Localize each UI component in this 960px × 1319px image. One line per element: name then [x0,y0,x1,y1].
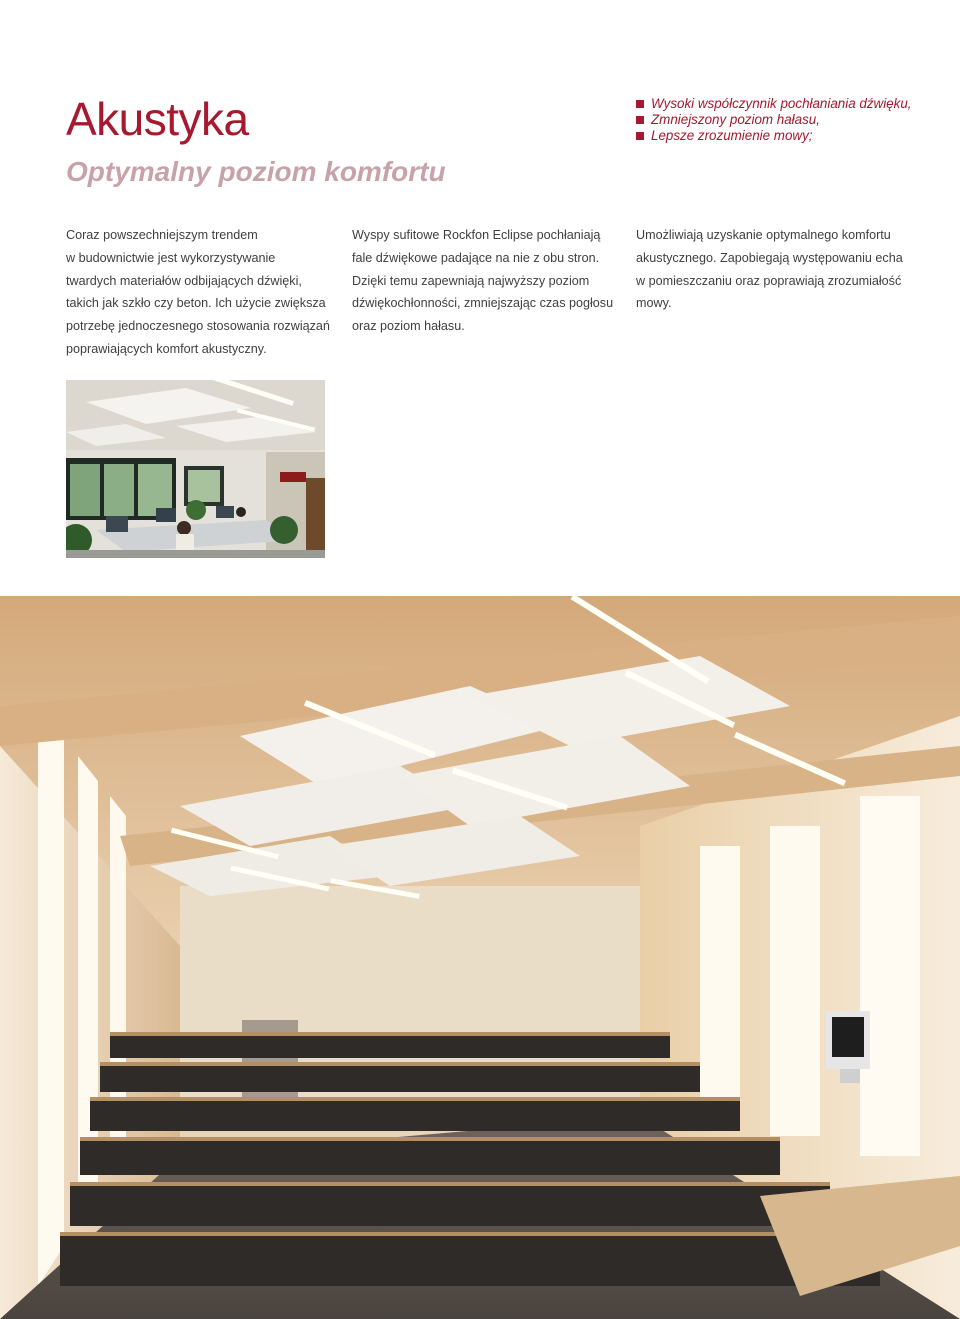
text-column-3 [636,224,904,315]
square-bullet-icon [636,100,644,108]
feature-item [636,128,912,144]
feature-text: Zmniejszony poziom hałasu, [651,112,820,127]
paragraph-line: Wyspy sufitowe Rockfon Eclipse pochłaniają [352,228,601,242]
paragraph-line: w pomieszczaniu oraz poprawiają zrozumiałość [636,273,902,288]
paragraph-line: w budownictwie jest wykorzystywanie [66,250,276,265]
feature-item [636,96,912,112]
paragraph-line: oraz poziom hałasu. [352,319,465,334]
square-bullet-icon [636,116,644,124]
paragraph-line: akustycznego. Zapobiegają występowaniu echa [636,250,903,265]
paragraph-line: Dzięki temu zapewniają najwyższy poziom [352,273,590,288]
paragraph-line: potrzebę jednoczesnego stosowania rozwiązań [66,319,330,334]
paragraph-line: Coraz powszechniejszym trendem [66,228,258,242]
paragraph-line: fale dźwiękowe padające na nie z obu stron. [352,250,600,265]
square-bullet-icon [636,132,644,140]
paragraph-line: Umożliwiają uzyskanie optymalnego komfortu [636,228,891,242]
page-subtitle: Optymalny poziom komfortu [66,156,446,187]
feature-list [636,96,912,144]
paragraph-line: mowy. [636,296,672,311]
page-title: Akustyka [66,93,249,145]
paragraph-line: twardych materiałów odbijających dźwięki, [66,273,302,288]
office-photo [66,380,325,558]
auditorium-photo [0,596,960,1319]
paragraph-line: poprawiających komfort akustyczny. [66,341,267,356]
paragraph-line: dźwiękochłonności, zmniejszając czas pogłosu [352,296,614,311]
feature-text: Wysoki współczynnik pochłaniania dźwięku, [651,96,912,111]
feature-item [636,112,912,128]
feature-text: Lepsze zrozumienie mowy; [651,128,813,143]
text-column-2 [352,224,622,338]
text-column-1 [66,224,336,361]
paragraph-line: takich jak szkło czy beton. Ich użycie zwiększa [66,296,326,311]
